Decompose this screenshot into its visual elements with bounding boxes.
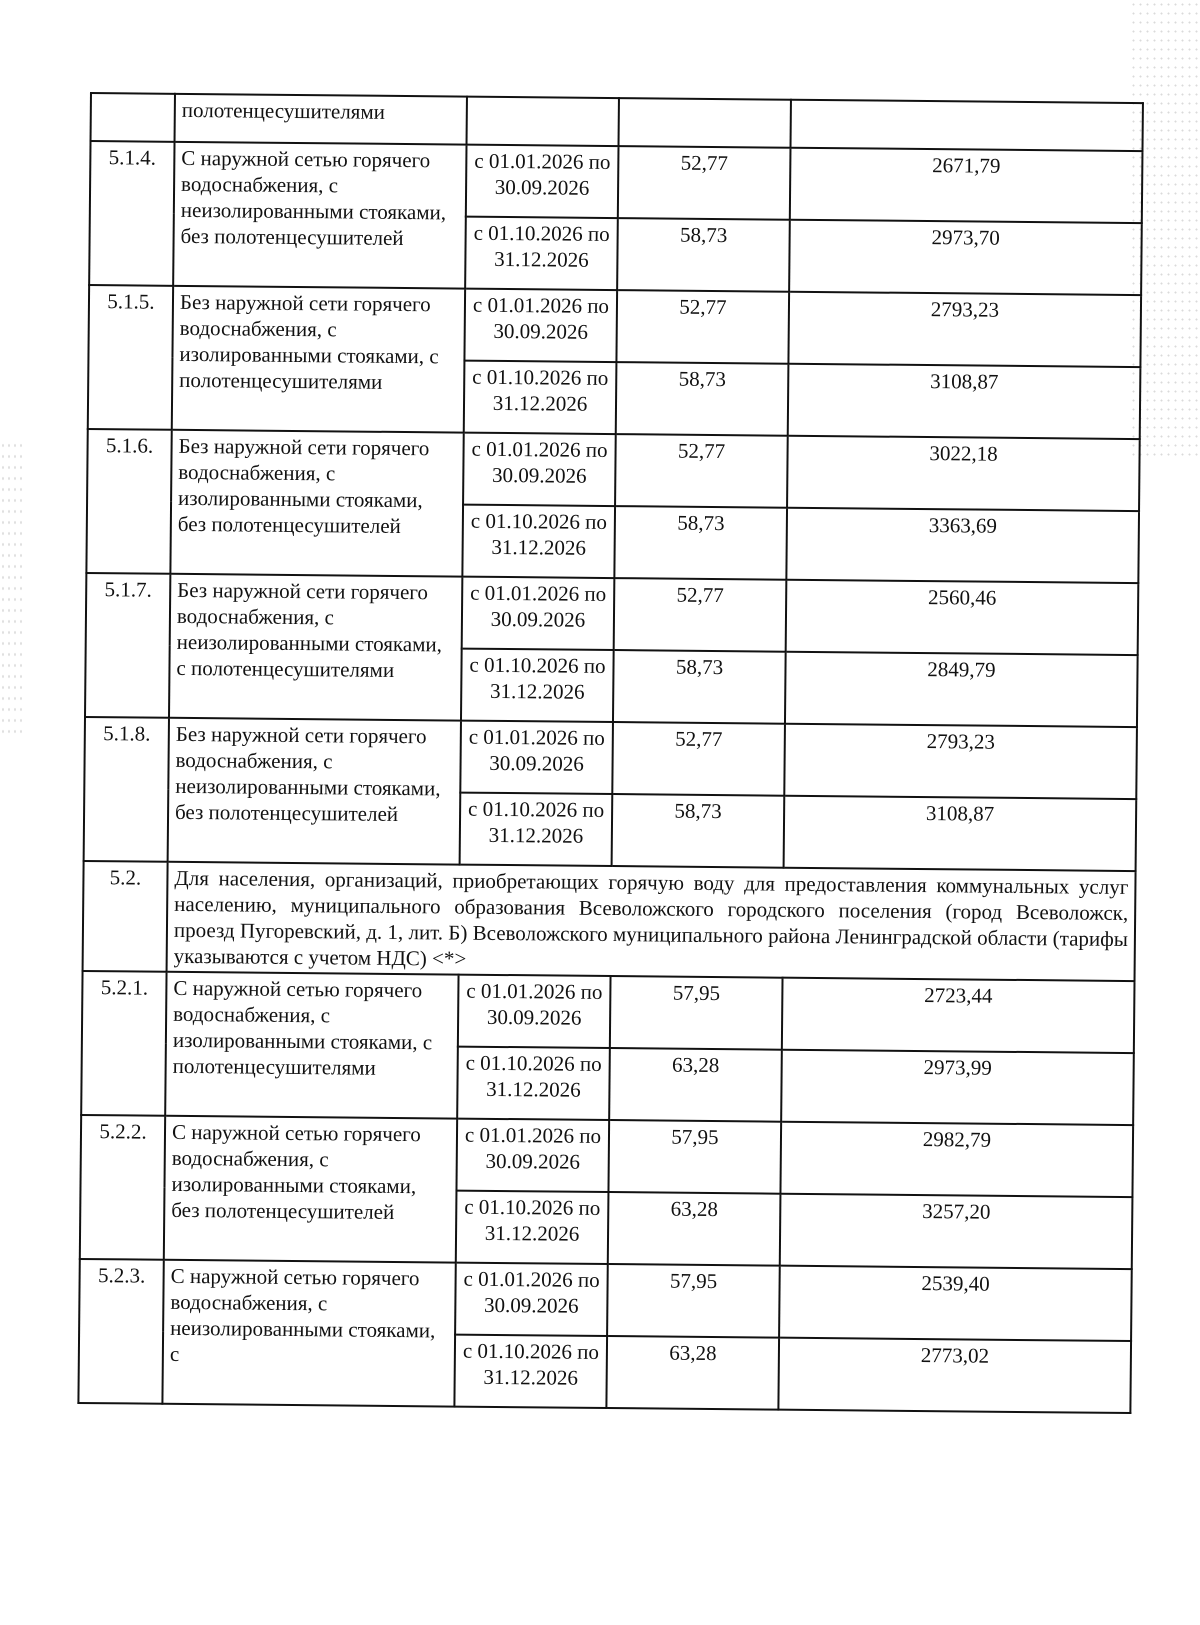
tariff-cell: 2982,79 <box>780 1122 1133 1197</box>
rate-cell: 58,73 <box>614 506 787 580</box>
rate-cell: 58,73 <box>613 650 786 724</box>
rate-cell: 57,95 <box>608 1120 781 1194</box>
table-row <box>79 1259 1132 1341</box>
table-row <box>90 141 1143 223</box>
table-row <box>87 429 1140 511</box>
item-description: Без наружной сети горячего водоснабжения, с неизолированными стояками, с полотенцесушителями <box>169 574 462 721</box>
rate-cell: 52,77 <box>616 290 789 364</box>
tariff-cell: 3363,69 <box>786 508 1139 583</box>
period-cell: с 01.10.2026 по 31.12.2026 <box>461 649 614 722</box>
tariff-cell: 2793,23 <box>788 292 1141 367</box>
table-row <box>88 285 1141 367</box>
item-description: Без наружной сети горячего водоснабжения, с изолированными стояками, с полотенцесушителями <box>172 286 465 433</box>
period-cell: с 01.10.2026 по 31.12.2026 <box>465 217 618 290</box>
tariff-table <box>77 92 1144 1414</box>
item-number: 5.1.4. <box>89 141 174 286</box>
item-description: С наружной сетью горячего водоснабжения, с неизолированными стояками, с <box>162 1260 455 1407</box>
rate-cell: 63,28 <box>608 1192 781 1266</box>
tariff-table-body <box>78 93 1143 1413</box>
table-row <box>80 1115 1133 1197</box>
description-cell: полотенцесушителями <box>175 94 467 145</box>
tariff-cell: 2973,70 <box>789 220 1142 295</box>
tariff-cell: 3108,87 <box>788 364 1141 439</box>
num-cell <box>91 93 175 142</box>
scan-noise <box>0 440 22 740</box>
period-cell <box>467 97 619 146</box>
item-number: 5.2.3. <box>78 1259 163 1404</box>
item-description: С наружной сетью горячего водоснабжения, с неизолированными стояками, без полотенцесушителей <box>173 142 466 289</box>
period-cell: с 01.10.2026 по 31.12.2026 <box>456 1191 609 1264</box>
tariff-cell: 3257,20 <box>780 1194 1133 1269</box>
item-number: 5.2.1. <box>81 971 166 1116</box>
rate-cell: 52,77 <box>614 578 787 652</box>
item-number: 5.2.2. <box>80 1115 165 1260</box>
period-cell: с 01.10.2026 по 31.12.2026 <box>457 1047 610 1120</box>
tariff-cell: 2973,99 <box>781 1050 1134 1125</box>
tariff-cell: 3022,18 <box>787 436 1140 511</box>
rate-cell: 63,28 <box>606 1336 779 1410</box>
rate-cell: 52,77 <box>615 434 788 508</box>
rate-cell: 58,73 <box>616 362 789 436</box>
period-cell: с 01.10.2026 по 31.12.2026 <box>462 505 615 578</box>
period-cell: с 01.01.2026 по 30.09.2026 <box>456 1119 609 1192</box>
tariff-cell: 2849,79 <box>785 652 1138 727</box>
section-heading: Для населения, организаций, приобретающих горячую воду для предоставления коммунальных услуг населению, муниципального образования Всеволожского городского поселения (город Всеволожск, проезд Пугоревский, д. 1, лит. Б) Всеволожского муниципального района Ленинградской области (тарифы указываются с учетом НДС) <*> <box>167 862 1136 981</box>
period-cell: с 01.10.2026 по 31.12.2026 <box>460 793 613 866</box>
item-number: 5.1.5. <box>88 285 173 430</box>
tariff-cell: 2723,44 <box>782 978 1135 1053</box>
section-row <box>83 861 1136 981</box>
period-cell: с 01.10.2026 по 31.12.2026 <box>464 361 617 434</box>
period-cell: с 01.01.2026 по 30.09.2026 <box>458 975 611 1048</box>
tariff-cell: 2773,02 <box>778 1338 1131 1413</box>
item-description: С наружной сетью горячего водоснабжения, с изолированными стояками, с полотенцесушителями <box>165 972 458 1119</box>
period-cell: с 01.01.2026 по 30.09.2026 <box>463 433 616 506</box>
period-cell: с 01.01.2026 по 30.09.2026 <box>464 289 617 362</box>
tariff-cell: 2793,23 <box>784 724 1137 799</box>
item-number: 5.1.8. <box>84 717 169 862</box>
table-row <box>84 717 1137 799</box>
tariff-cell: 2539,40 <box>779 1266 1132 1341</box>
item-description: С наружной сетью горячего водоснабжения, с изолированными стояками, без полотенцесушителей <box>164 1116 457 1263</box>
rate-cell: 52,77 <box>618 146 791 220</box>
rate-cell: 57,95 <box>607 1264 780 1338</box>
period-cell: с 01.10.2026 по 31.12.2026 <box>454 1335 607 1408</box>
section-number: 5.2. <box>83 861 168 972</box>
period-cell: с 01.01.2026 по 30.09.2026 <box>455 1263 608 1336</box>
tariff-cell: 3108,87 <box>784 796 1137 871</box>
tariff-cell: 2560,46 <box>786 580 1139 655</box>
tariff-cell <box>790 100 1142 151</box>
item-number: 5.1.7. <box>85 573 170 718</box>
rate-cell: 57,95 <box>610 976 783 1050</box>
table-row <box>86 573 1139 655</box>
period-cell: с 01.01.2026 по 30.09.2026 <box>462 577 615 650</box>
item-description: Без наружной сети горячего водоснабжения, с изолированными стояками, без полотенцесушителей <box>170 430 463 577</box>
rate-cell: 58,73 <box>617 218 790 292</box>
table-row <box>82 971 1135 1053</box>
rate-cell: 63,28 <box>609 1048 782 1122</box>
tariff-cell: 2671,79 <box>790 148 1143 223</box>
item-description: Без наружной сети горячего водоснабжения, с неизолированными стояками, без полотенцесушителей <box>168 718 461 865</box>
rate-cell <box>619 98 791 148</box>
period-cell: с 01.01.2026 по 30.09.2026 <box>460 721 613 794</box>
rate-cell: 52,77 <box>612 722 785 796</box>
period-cell: с 01.01.2026 по 30.09.2026 <box>466 145 619 218</box>
rate-cell: 58,73 <box>612 794 785 868</box>
item-number: 5.1.6. <box>86 429 171 574</box>
